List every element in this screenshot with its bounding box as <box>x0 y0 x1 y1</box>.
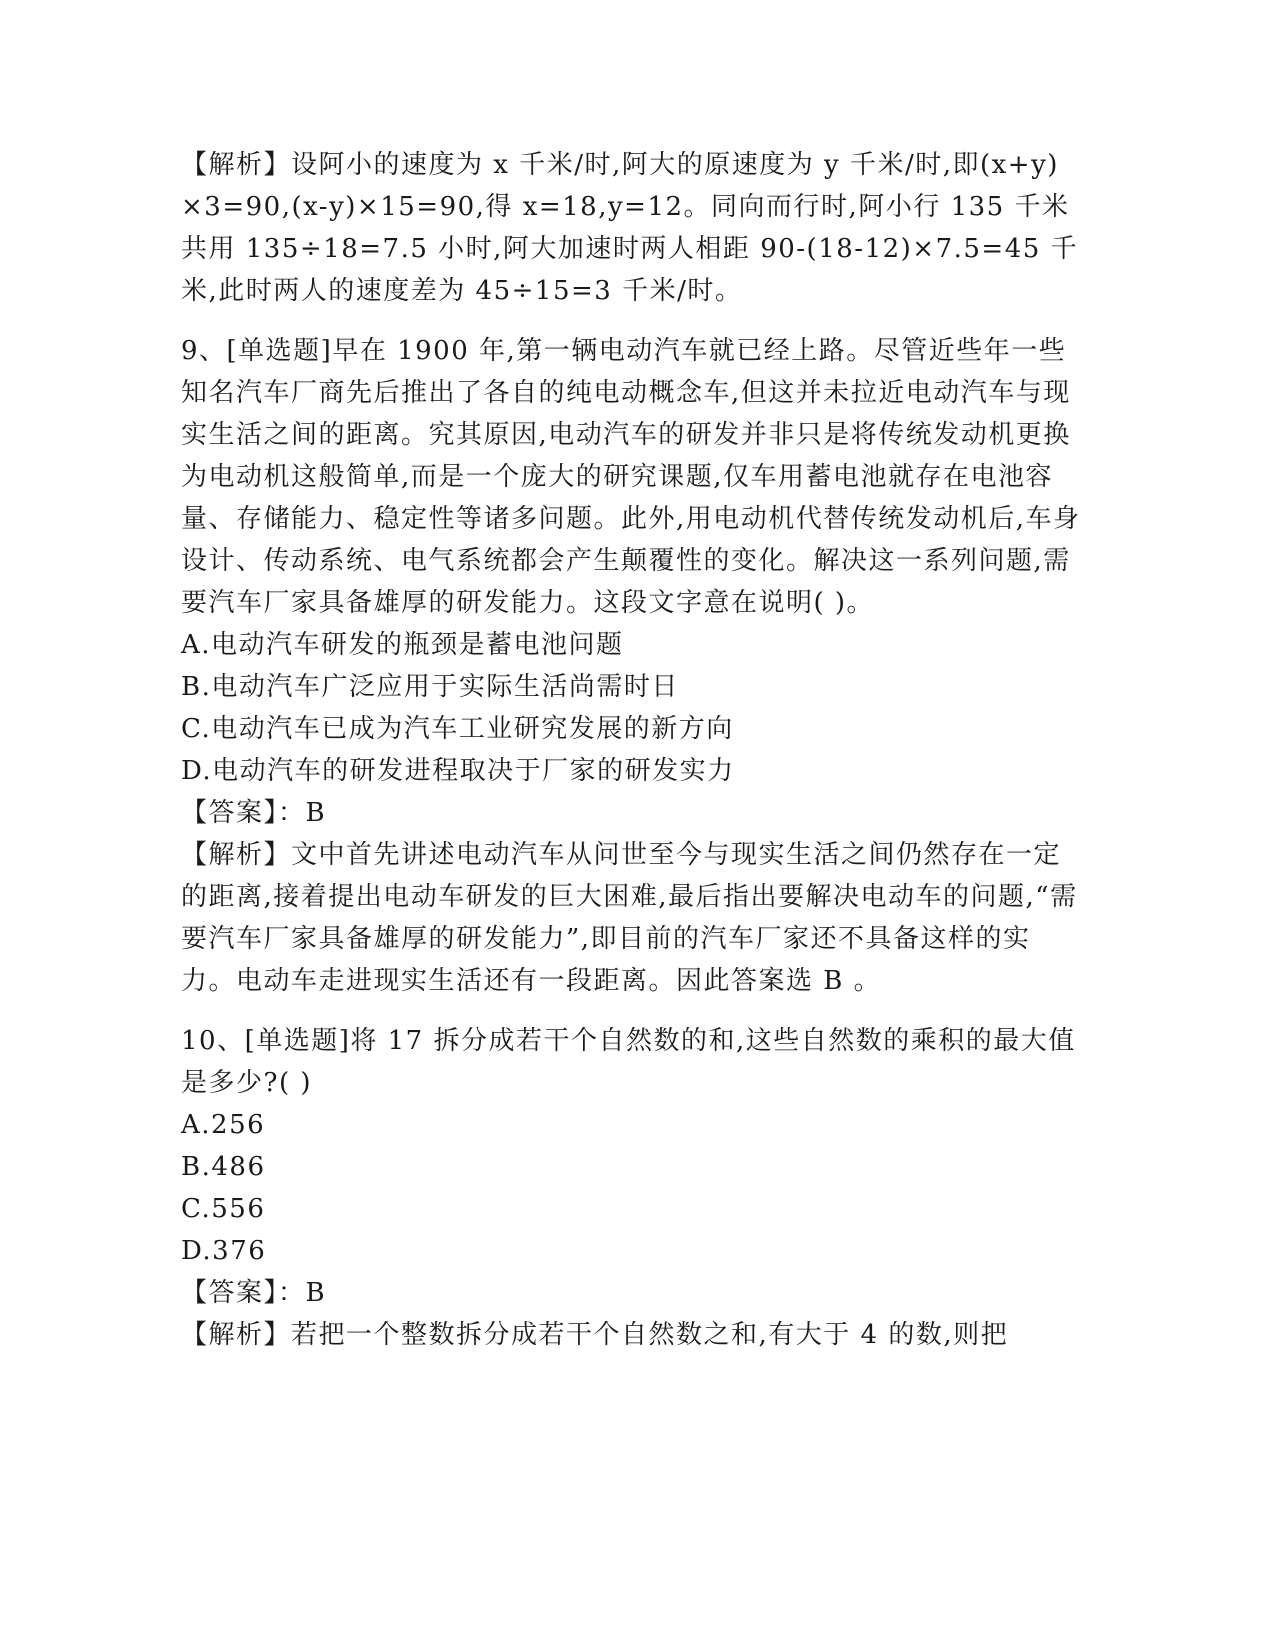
answer-line <box>181 1272 1081 1314</box>
option-a: A.256 <box>181 1110 266 1140</box>
analysis-text: 文中首先讲述电动汽车从问世至今与现实生活之间仍然存在一定的距离,接着提出电动车研发的巨大困难,最后指出要解决电动车的问题,“需要汽车厂家具备雄厚的研发能力”,即目前的汽车厂家还不具备这样的实力。电动车走进现实生活还有一段距离。因此答案选 B 。 <box>181 840 1078 996</box>
option-b: B.电动汽车广泛应用于实际生活尚需时日 <box>181 672 679 702</box>
analysis-paragraph <box>181 1314 1081 1356</box>
answer-separator: ： <box>278 798 306 828</box>
analysis-text: 设阿小的速度为 x 千米/时,阿大的原速度为 y 千米/时,即(x+y)×3=90,(x-y)×15=90,得 x=18,y=12。同向而行时,阿小行 135 千米共用 135÷18=7.5 小时,阿大加速时两人相距 90-(18-12)×7.5=45 千米,此时两人的速度差为 45÷15=3 千米/时。 <box>181 150 1079 306</box>
analysis-tag: 【解析】 <box>181 840 292 870</box>
question-stem: 10、[单选题]将 17 拆分成若干个自然数的和,这些自然数的乘积的最大值是多少?( ) <box>181 1026 1076 1098</box>
option-b: B.486 <box>181 1152 266 1182</box>
option-c: C.电动汽车已成为汽车工业研究发展的新方向 <box>181 714 734 744</box>
document-page <box>181 144 1081 1356</box>
answer-value: B <box>305 798 327 828</box>
analysis-tag: 【解析】 <box>181 150 292 180</box>
analysis-paragraph <box>181 144 1081 312</box>
option-a: A.电动汽车研发的瓶颈是蓄电池问题 <box>181 630 624 660</box>
answer-separator: ： <box>278 1278 306 1308</box>
option-c: C.556 <box>181 1194 266 1224</box>
question-stem: 9、[单选题]早在 1900 年,第一辆电动汽车就已经上路。尽管近些年一些知名汽车厂商先后推出了各自的纯电动概念车,但这并未拉近电动汽车与现实生活之间的距离。究其原因,电动汽车的研发并非只是将传统发动机更换为电动机这般简单,而是一个庞大的研究课题,仅车用蓄电池就存在电池容量、存储能力、稳定性等诸多问题。此外,用电动机代替传统发动机后,车身设计、传动系统、电气系统都会产生颠覆性的变化。解决这一系列问题,需要汽车厂家具备雄厚的研发能力。这段文字意在说明( )。 <box>181 336 1081 618</box>
answer-value: B <box>305 1278 327 1308</box>
analysis-text: 若把一个整数拆分成若干个自然数之和,有大于 4 的数,则把 <box>291 1320 1009 1350</box>
question-10 <box>181 1020 1081 1356</box>
option-d: D.376 <box>181 1236 267 1266</box>
analysis-tag: 【解析】 <box>181 1320 292 1350</box>
answer-line <box>181 792 1081 834</box>
answer-tag: 【答案】 <box>181 1278 279 1308</box>
analysis-paragraph <box>181 834 1081 1002</box>
option-d: D.电动汽车的研发进程取决于厂家的研发实力 <box>181 756 735 786</box>
question-9 <box>181 330 1081 1002</box>
answer-tag: 【答案】 <box>181 798 279 828</box>
